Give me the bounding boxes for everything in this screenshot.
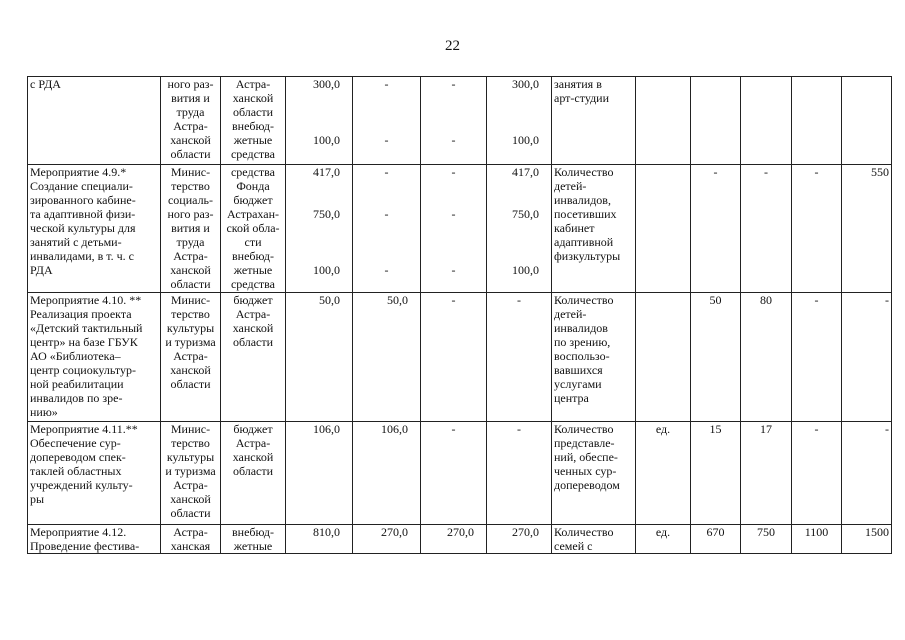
indicator-cell-line: Количество	[554, 165, 614, 179]
funding-source-cell-line: жетные	[233, 263, 273, 277]
unit-cell: ед.	[636, 422, 691, 525]
indicator-cell-line: по зрению,	[554, 335, 611, 349]
executor-cell	[161, 165, 221, 293]
total-cell	[286, 77, 353, 165]
table-row	[28, 422, 892, 525]
indicator-cell-line: центра	[554, 391, 589, 405]
event-cell-line: таклей областных	[30, 464, 122, 478]
funding-source-cell-line: Астра-	[235, 77, 271, 91]
year2-cell	[421, 293, 487, 422]
executor-cell-line: и туризма	[165, 464, 216, 478]
year2-cell-value: -	[451, 207, 456, 221]
indicator-cell-line: Количество	[554, 525, 614, 539]
executor-cell-line: ного раз-	[167, 207, 214, 221]
event-cell	[28, 165, 161, 293]
executor-cell-line: Астра-	[173, 119, 208, 133]
year1-cell	[353, 525, 421, 554]
target-value-3-cell: -	[792, 422, 842, 525]
event-cell-line: Мероприятие 4.10. **	[30, 293, 142, 307]
executor-cell-line: ханская	[170, 539, 211, 553]
event-cell-line: Мероприятие 4.12.	[30, 525, 127, 539]
indicator-cell	[552, 77, 636, 165]
executor-cell	[161, 422, 221, 525]
year2-cell	[421, 525, 487, 554]
event-cell-line: инвалидов по зре-	[30, 391, 123, 405]
program-activities-table	[27, 76, 892, 554]
executor-cell-line: области	[170, 506, 211, 520]
target-value-3-cell: -	[792, 293, 842, 422]
event-cell-line: АО «Библиотека–	[30, 349, 121, 363]
event-cell-line: та адаптивной физи-	[30, 207, 136, 221]
executor-cell-line: Астра-	[173, 249, 208, 263]
funding-source-cell-line: внебюд-	[232, 525, 274, 539]
executor-cell-line: терство	[171, 179, 210, 193]
funding-source-cell-line: бюджет	[233, 293, 273, 307]
table-row	[28, 293, 892, 422]
year2-cell	[421, 77, 487, 165]
indicator-cell	[552, 165, 636, 293]
year3-cell	[487, 77, 552, 165]
year1-cell-value: -	[384, 207, 389, 221]
executor-cell	[161, 293, 221, 422]
funding-source-cell-line: внебюд-	[232, 119, 274, 133]
executor-cell-line: культуры	[166, 450, 215, 464]
target-value-1-cell: 15	[691, 422, 741, 525]
event-cell-line: Проведение фестива-	[30, 539, 140, 553]
executor-cell-line: Астра-	[173, 525, 208, 539]
table-row	[28, 525, 892, 554]
year1-cell-value: 270,0	[381, 525, 408, 539]
total-cell-value: 106,0	[313, 422, 340, 436]
target-value-3-cell: -	[792, 165, 842, 293]
target-value-2-cell	[741, 77, 792, 165]
indicator-cell-line: Количество	[554, 422, 614, 436]
funding-source-cell-line: области	[232, 105, 274, 119]
funding-source-cell-line: средства	[230, 147, 275, 161]
event-cell-line: «Детский тактильный	[30, 321, 143, 335]
event-cell-line: центр» на базе ГБУК	[30, 335, 138, 349]
executor-cell-line: труда	[176, 235, 205, 249]
indicator-cell-line: представле-	[554, 436, 615, 450]
funding-source-cell-line: жетные	[233, 133, 273, 147]
indicator-cell-line: адаптивной	[554, 235, 614, 249]
target-value-4-cell: 550	[842, 165, 892, 293]
executor-cell	[161, 525, 221, 554]
year1-cell-value: -	[384, 133, 389, 147]
funding-source-cell-line: сти	[244, 235, 262, 249]
year1-cell-value: 50,0	[387, 293, 408, 307]
year2-cell-value: -	[451, 165, 456, 179]
unit-cell	[636, 77, 691, 165]
event-cell	[28, 525, 161, 554]
year1-cell	[353, 77, 421, 165]
target-value-1-cell: -	[691, 165, 741, 293]
year1-cell-value: -	[384, 263, 389, 277]
funding-source-cell	[221, 525, 286, 554]
year1-cell	[353, 293, 421, 422]
table-row	[28, 165, 892, 293]
year3-cell-value: 750,0	[512, 207, 539, 221]
target-value-3-cell	[792, 77, 842, 165]
executor-cell-line: труда	[176, 105, 205, 119]
target-value-4-cell: -	[842, 293, 892, 422]
year1-cell	[353, 165, 421, 293]
funding-source-cell-line: средства	[230, 165, 275, 179]
executor-cell-line: социаль-	[167, 193, 214, 207]
executor-cell-line: ханской	[170, 133, 211, 147]
executor-cell-line: ного раз-	[167, 77, 214, 91]
funding-source-cell-line: Астра-	[235, 436, 271, 450]
funding-source-cell-line: бюджет	[233, 193, 273, 207]
event-cell-line: Мероприятие 4.9.*	[30, 165, 127, 179]
year3-cell-value: 417,0	[512, 165, 539, 179]
funding-source-cell-line: жетные	[233, 539, 273, 553]
year3-cell-value: -	[517, 293, 521, 307]
indicator-cell-line: вавшихся	[554, 363, 603, 377]
funding-source-cell-line: ханской	[232, 91, 274, 105]
executor-cell-line: области	[170, 147, 211, 161]
year3-cell-value: 270,0	[512, 525, 539, 539]
executor-cell-line: терство	[171, 436, 210, 450]
year2-cell-value: -	[451, 293, 456, 307]
year2-cell-value: -	[451, 77, 456, 91]
event-cell	[28, 293, 161, 422]
executor-cell-line: и туризма	[165, 335, 216, 349]
total-cell	[286, 422, 353, 525]
funding-source-cell-line: средства	[230, 277, 275, 291]
target-value-1-cell	[691, 77, 741, 165]
executor-cell-line: Минис-	[170, 165, 211, 179]
event-cell-line: ческой культуры для	[30, 221, 136, 235]
total-cell-value: 300,0	[313, 77, 340, 91]
event-cell	[28, 77, 161, 165]
executor-cell-line: ханской	[170, 263, 211, 277]
target-value-1-cell: 50	[691, 293, 741, 422]
year2-cell-value: -	[451, 422, 456, 436]
indicator-cell	[552, 422, 636, 525]
total-cell-value: 50,0	[319, 293, 340, 307]
indicator-cell-line: посетивших	[554, 207, 617, 221]
executor-cell-line: Минис-	[170, 293, 211, 307]
funding-source-cell	[221, 422, 286, 525]
unit-cell	[636, 165, 691, 293]
event-cell-line: занятий с детьми-	[30, 235, 122, 249]
indicator-cell-line: инвалидов,	[554, 193, 611, 207]
year3-cell-value: -	[517, 422, 521, 436]
event-cell	[28, 422, 161, 525]
funding-source-cell-line: ской обла-	[226, 221, 280, 235]
executor-cell-line: области	[170, 277, 211, 291]
unit-cell: ед.	[636, 525, 691, 554]
total-cell-value: 100,0	[313, 263, 340, 277]
funding-source-cell	[221, 293, 286, 422]
event-cell-line: допереводом спек-	[30, 450, 126, 464]
event-cell-line: зированного кабине-	[30, 193, 136, 207]
indicator-cell	[552, 293, 636, 422]
funding-source-cell-line: Астра-	[235, 307, 271, 321]
total-cell	[286, 525, 353, 554]
executor-cell-line: терство	[171, 307, 210, 321]
indicator-cell	[552, 525, 636, 554]
year1-cell-value: -	[384, 165, 389, 179]
executor-cell	[161, 77, 221, 165]
executor-cell-line: культуры	[166, 321, 215, 335]
event-cell-line: ной реабилитации	[30, 377, 124, 391]
table-row	[28, 77, 892, 165]
indicator-cell-line: воспользо-	[554, 349, 610, 363]
year2-cell	[421, 165, 487, 293]
year1-cell	[353, 422, 421, 525]
event-cell-line: Реализация проекта	[30, 307, 132, 321]
total-cell-value: 417,0	[313, 165, 340, 179]
total-cell	[286, 165, 353, 293]
page-number: 22	[445, 38, 460, 54]
target-value-2-cell: 17	[741, 422, 792, 525]
year2-cell	[421, 422, 487, 525]
funding-source-cell-line: ханской	[232, 450, 274, 464]
indicator-cell-line: арт-студии	[554, 91, 610, 105]
unit-cell	[636, 293, 691, 422]
executor-cell-line: вития и	[171, 91, 210, 105]
event-cell-line: центр социокультур-	[30, 363, 136, 377]
funding-source-cell-line: бюджет	[233, 422, 273, 436]
target-value-3-cell: 1100	[792, 525, 842, 554]
funding-source-cell-line: области	[232, 464, 274, 478]
event-cell-line: учреждений культу-	[30, 478, 133, 492]
event-cell-line: с РДА	[30, 77, 61, 91]
year2-cell-value: -	[451, 133, 456, 147]
year1-cell-value: -	[384, 77, 389, 91]
event-cell-line: инвалидами, в т. ч. с	[30, 249, 135, 263]
year3-cell-value: 100,0	[512, 133, 539, 147]
total-cell-value: 750,0	[313, 207, 340, 221]
target-value-2-cell: 80	[741, 293, 792, 422]
indicator-cell-line: кабинет	[554, 221, 595, 235]
indicator-cell-line: занятия в	[554, 77, 602, 91]
indicator-cell-line: детей-	[554, 179, 587, 193]
year3-cell-value: 100,0	[512, 263, 539, 277]
target-value-4-cell: -	[842, 422, 892, 525]
event-cell-line: РДА	[30, 263, 53, 277]
event-cell-line: Создание специали-	[30, 179, 133, 193]
target-value-4-cell: 1500	[842, 525, 892, 554]
executor-cell-line: ханской	[170, 363, 211, 377]
indicator-cell-line: семей с	[554, 539, 593, 553]
executor-cell-line: вития и	[171, 221, 210, 235]
executor-cell-line: Астра-	[173, 349, 208, 363]
total-cell-value: 810,0	[313, 525, 340, 539]
year3-cell	[487, 422, 552, 525]
indicator-cell-line: детей-	[554, 307, 587, 321]
funding-source-cell-line: ханской	[232, 321, 274, 335]
indicator-cell-line: ний, обеспе-	[554, 450, 618, 464]
executor-cell-line: Минис-	[170, 422, 211, 436]
funding-source-cell-line: внебюд-	[232, 249, 274, 263]
year3-cell	[487, 525, 552, 554]
executor-cell-line: Астра-	[173, 478, 208, 492]
target-value-2-cell: -	[741, 165, 792, 293]
indicator-cell-line: инвалидов	[554, 321, 608, 335]
event-cell-line: Мероприятие 4.11.**	[30, 422, 138, 436]
year3-cell	[487, 165, 552, 293]
total-cell	[286, 293, 353, 422]
event-cell-line: ры	[30, 492, 45, 506]
year3-cell-value: 300,0	[512, 77, 539, 91]
indicator-cell-line: физкультуры	[554, 249, 621, 263]
event-cell-line: нию»	[30, 405, 58, 419]
target-value-1-cell: 670	[691, 525, 741, 554]
target-value-4-cell	[842, 77, 892, 165]
indicator-cell-line: допереводом	[554, 478, 620, 492]
indicator-cell-line: услугами	[554, 377, 602, 391]
funding-source-cell	[221, 165, 286, 293]
funding-source-cell-line: области	[232, 335, 274, 349]
year1-cell-value: 106,0	[381, 422, 408, 436]
total-cell-value: 100,0	[313, 133, 340, 147]
year3-cell	[487, 293, 552, 422]
event-cell-line: Обеспечение сур-	[30, 436, 121, 450]
executor-cell-line: области	[170, 377, 211, 391]
indicator-cell-line: ченных сур-	[554, 464, 617, 478]
funding-source-cell-line: Астрахан-	[227, 207, 279, 221]
funding-source-cell-line: Фонда	[236, 179, 270, 193]
funding-source-cell	[221, 77, 286, 165]
year2-cell-value: -	[451, 263, 456, 277]
target-value-2-cell: 750	[741, 525, 792, 554]
year2-cell-value: 270,0	[447, 525, 474, 539]
executor-cell-line: ханской	[170, 492, 211, 506]
indicator-cell-line: Количество	[554, 293, 614, 307]
